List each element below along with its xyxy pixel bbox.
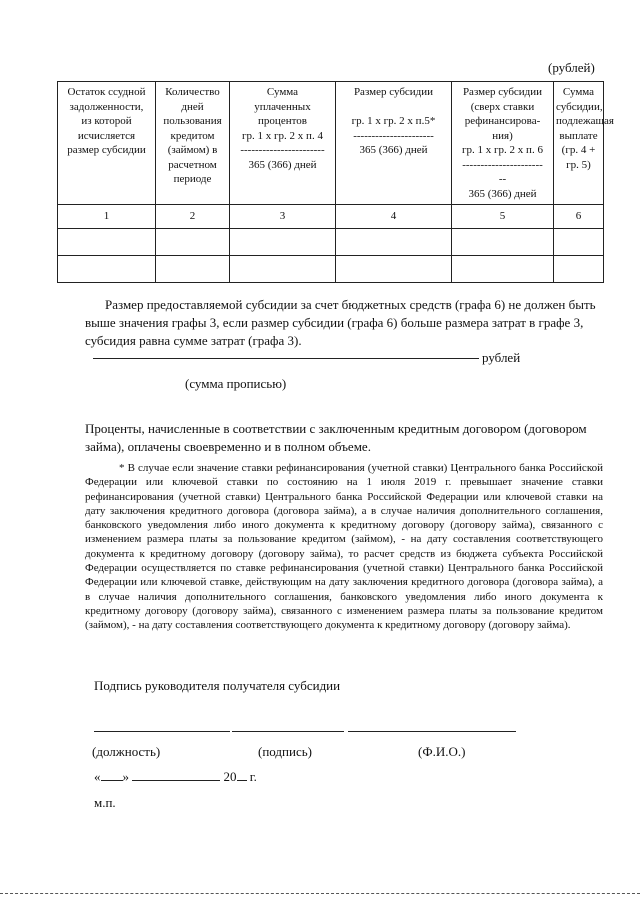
fio-caption: (Ф.И.О.) [418, 744, 466, 759]
subsidy-table [57, 81, 614, 283]
header-line: пользования [163, 115, 222, 127]
header-line: уплаченных [254, 100, 311, 113]
position-caption: (должность) [92, 744, 161, 759]
table-cell [156, 256, 230, 283]
column-header-4 [336, 82, 452, 205]
month-blank [132, 768, 220, 781]
header-line: процентов [258, 115, 307, 127]
header-line: из которой [81, 115, 132, 127]
signature-caption: (подпись) [258, 744, 312, 759]
table-row [58, 229, 604, 256]
signature-heading: Подпись руководителя получателя субсидии [94, 678, 341, 693]
sum-in-words-caption: (сумма прописью) [185, 376, 287, 391]
year-suffix: г. [249, 769, 257, 784]
interest-paid-paragraph: Проценты, начисленные в соответствии с заключенным кредитным договором (договором займа), оплачены своевременно и в полном объеме. [85, 421, 587, 454]
table-cell [554, 256, 604, 283]
name-line [348, 731, 516, 732]
footnote: * В случае если значение ставки рефинансирования (учетной ставки) Центрального банка Российской Федерации или ключевой ставки по состоянию на 1 июля 2019 г. превышает значение ставки рефинансирования (учетной ставки) Центрального банка Российской Федерации или ключевой ставки на дату заключения кредитного договора (договора займа), а в случае наличия дополнительного соглашения, банковского уведомления либо иного документа к кредитному договору (договору займа), связанного с изменением размера платы за пользование кредитом (займом), - на дату составления соответствующего документа к кредитному договору (договору займа), то расчет средств из бюджета субъекта Российской Федерации осуществляется по ставке рефинансирования (учетной ставки) Центрального банка Российской Федерации или ключевой ставке, действующим на дату заключения кредитного договора (договора займа), а в случае наличия дополнительного соглашения, банковского уведомления либо иного документа к кредитному договору (договору займа), связанного с изменением размера платы за пользование кредитом (займом), - на дату составления соответствующего документа к кредитному договору (договору займа). [85, 462, 603, 632]
table-row [58, 256, 604, 283]
header-line: Сумма [562, 86, 595, 98]
date-row [94, 768, 257, 785]
column-header-3 [230, 82, 336, 205]
header-line: ---------------------- [353, 129, 434, 142]
table-cell [58, 256, 156, 283]
header-line: Сумма [266, 86, 299, 98]
column-header-5 [452, 82, 554, 205]
header-line: Количество [165, 86, 220, 98]
column-header-1 [58, 82, 156, 205]
header-line: гр. 1 x гр. 2 x п. 6 [462, 144, 543, 156]
table-cell [336, 256, 452, 283]
header-line: кредитом [170, 129, 215, 142]
header-line [338, 100, 449, 115]
day-blank [101, 768, 123, 781]
column-number: 2 [156, 205, 230, 229]
header-line: выплате [559, 129, 598, 142]
header-line: 365 (366) дней [468, 187, 537, 200]
header-line: гр. 1 x гр. 2 x п. 4 [242, 129, 323, 142]
table-cell [452, 229, 554, 256]
stamp-label: м.п. [94, 795, 116, 810]
sum-blank-line [93, 358, 479, 359]
table-number-row [58, 205, 604, 229]
position-line [94, 731, 230, 732]
column-number: 5 [452, 205, 554, 229]
year-prefix: 20 [223, 769, 237, 784]
date-open-quote: « [94, 769, 101, 784]
header-line: размер субсидии [67, 144, 146, 156]
table-cell [452, 256, 554, 283]
page-bottom-rule [0, 893, 640, 894]
column-header-6 [554, 82, 614, 205]
header-line: -- [498, 173, 507, 185]
header-line: субсидии, [556, 100, 603, 113]
header-line: периоде [173, 173, 212, 185]
header-line: расчетном [168, 158, 217, 171]
header-line: ---------------------- [462, 158, 543, 171]
header-line: (сверх ставки [470, 100, 535, 113]
table-cell [230, 256, 336, 283]
table-cell [58, 229, 156, 256]
header-line: 365 (366) дней [359, 144, 428, 156]
header-line: гр. 1 x гр. 2 x п.5* [351, 115, 436, 127]
header-line: рефинансирова- [464, 115, 541, 127]
date-close-quote: » [122, 769, 129, 784]
signature-line [232, 731, 344, 732]
header-line: Размер субсидии [353, 86, 434, 98]
table-cell [230, 229, 336, 256]
header-line: (гр. 4 + гр. 5) [561, 144, 596, 171]
header-line: (займом) в [167, 144, 218, 156]
header-line: ния) [492, 129, 513, 142]
table-header-row [58, 82, 604, 205]
header-line: подлежащая [556, 115, 614, 127]
column-number: 3 [230, 205, 336, 229]
subsidy-limit-paragraph: Размер предоставляемой субсидии за счет бюджетных средств (графа 6) не должен быть выше значения графы 3, если размер субсидии (графа 6) больше размера затрат в графе 3, субсидия равна сумме затрат (графа 3). [85, 297, 596, 348]
header-line: дней [181, 100, 204, 113]
column-number: 4 [336, 205, 452, 229]
year-blank [237, 768, 247, 781]
table-cell [336, 229, 452, 256]
header-line: задолженности, [69, 100, 144, 113]
column-header-2 [156, 82, 230, 205]
header-line: Размер субсидии [462, 86, 543, 98]
column-number: 1 [58, 205, 156, 229]
column-number: 6 [554, 205, 604, 229]
header-line: ----------------------- [240, 144, 325, 156]
header-line: 365 (366) дней [248, 158, 317, 171]
rubles-label: рублей [482, 350, 521, 365]
table-cell [554, 229, 604, 256]
units-label: (рублей) [548, 60, 595, 75]
table-cell [156, 229, 230, 256]
header-line: Остаток ссудной [67, 86, 146, 98]
header-line: исчисляется [77, 129, 136, 142]
